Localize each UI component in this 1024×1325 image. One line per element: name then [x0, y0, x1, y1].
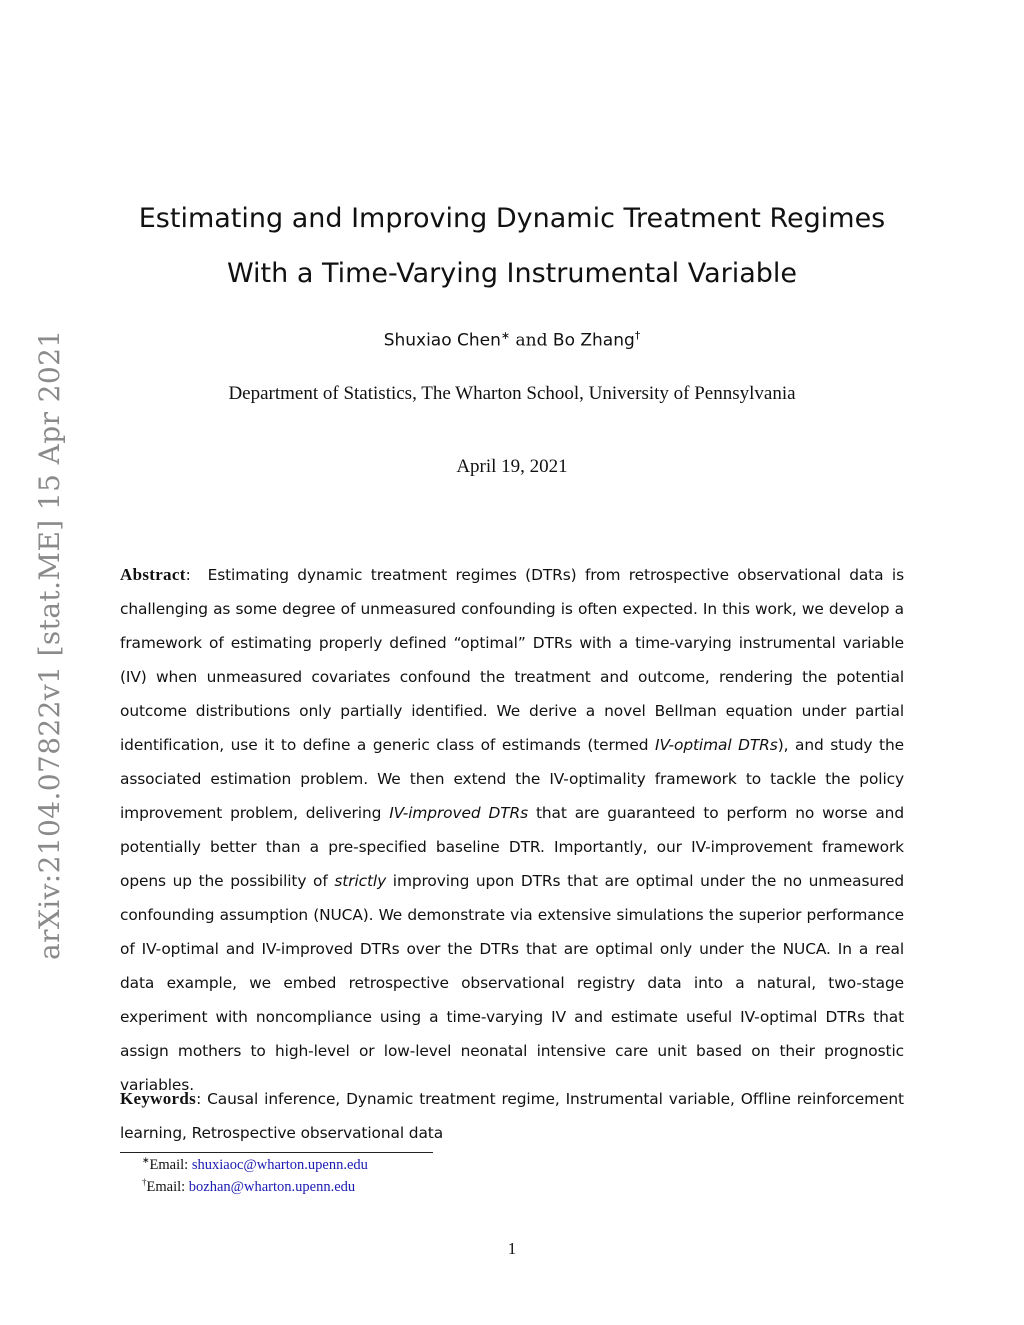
footnote-mark: ∗ [142, 1155, 150, 1165]
footnote-email-2 [142, 1177, 355, 1196]
abstract-label-colon: : [185, 566, 191, 584]
author-list [0, 329, 1024, 351]
page-number: 1 [507, 1239, 517, 1258]
email-link[interactable]: bozhan@wharton.upenn.edu [188, 1178, 356, 1195]
affiliation: Department of Statistics, The Wharton School, University of Pennsylvania [228, 383, 796, 404]
author-footnote-mark: † [634, 329, 641, 342]
abstract-text: ), and study the associated estimation problem. We then extend the IV-optimality framework to tackle the policy improvement problem, delivering [120, 736, 904, 822]
email-link[interactable]: shuxiaoc@wharton.upenn.edu [191, 1156, 368, 1173]
author-name: Bo Zhang [552, 330, 635, 351]
author-name: Shuxiao Chen [383, 330, 501, 351]
abstract-text: Estimating dynamic treatment regimes (DTRs) from retrospective observational data is challenging as some degree of unmeasured confounding is often expected. In this work, we develop a framework of estimating properly defined “optimal” DTRs with a time-varying instrumental variable (IV) when unmeasured covariates confound the treatment and outcome, rendering the potential outcome distributions only partially identified. We derive a novel Bellman equation under partial identification, use it to define a generic class of estimands (termed [120, 566, 904, 754]
abstract-emphasis: IV-improved DTRs [389, 804, 529, 822]
abstract-text: that are guaranteed to perform no worse and potentially better than a pre-specified baseline DTR. Importantly, our IV-improvement framework opens up the possibility of [120, 804, 905, 890]
paper-title-line-1: Estimating and Improving Dynamic Treatment Regimes [138, 203, 886, 234]
abstract-label: Abstract [120, 565, 186, 584]
footnote-label: Email: [149, 1156, 189, 1173]
footnote-mark: † [142, 1177, 147, 1187]
arxiv-identifier-stamp: arXiv:2104.07822v1 [stat.ME] 15 Apr 2021 [33, 329, 66, 960]
abstract-paragraph [120, 558, 904, 1102]
abstract-emphasis: strictly [334, 872, 387, 890]
footnote-email-1 [142, 1155, 368, 1174]
abstract-text: improving upon DTRs that are optimal under the no unmeasured confounding assumption (NUCA). We demonstrate via extensive simulations the superior performance of IV-optimal and IV-improved DTRs over the DTRs that are optimal only under the NUCA. In a real data example, we embed retrospective observational registry data into a natural, two-stage experiment with noncompliance using a time-varying IV and estimate useful IV-optimal DTRs that assign mothers to high-level or low-level neonatal intensive care unit based on their prognostic variables. [120, 872, 904, 1094]
footnote-label: Email: [146, 1178, 186, 1195]
keywords-label-colon: : [196, 1090, 202, 1108]
abstract-emphasis: IV-optimal DTRs [655, 736, 778, 754]
author-conjunction: and [515, 330, 548, 351]
keywords-paragraph [120, 1082, 904, 1150]
keywords-text: Causal inference, Dynamic treatment regime, Instrumental variable, Offline reinforcement learning, Retrospective observational data [120, 1090, 904, 1142]
paper-title-line-2: With a Time-Varying Instrumental Variable [226, 258, 798, 289]
footnote-divider [120, 1152, 433, 1153]
keywords-label: Keywords [120, 1089, 197, 1108]
author-footnote-mark: ∗ [500, 329, 511, 342]
publication-date: April 19, 2021 [456, 456, 568, 477]
